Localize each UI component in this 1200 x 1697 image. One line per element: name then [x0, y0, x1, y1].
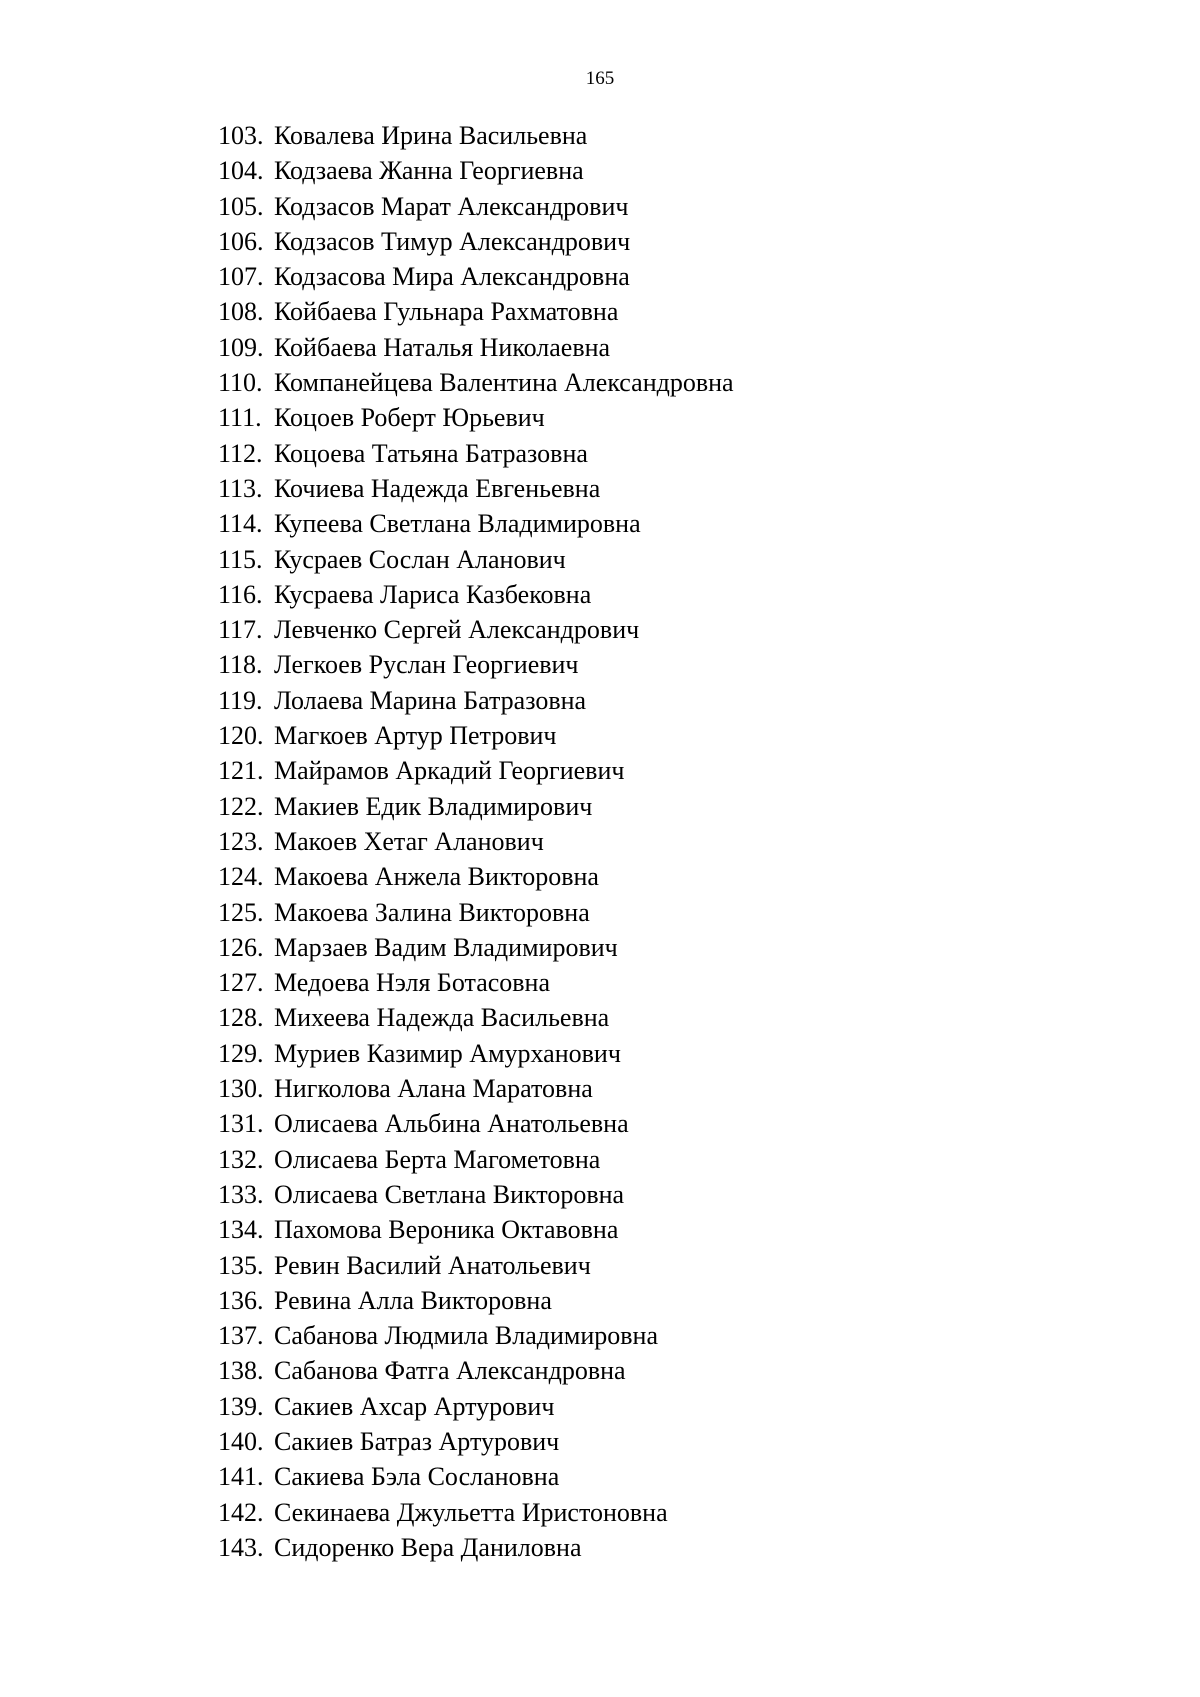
list-item-name: Кусраев Сослан Аланович [274, 544, 566, 574]
list-item [218, 1495, 734, 1530]
list-item [218, 330, 734, 365]
list-item-name: Макоева Залина Викторовна [274, 897, 590, 927]
list-item [218, 224, 734, 259]
list-item-name: Марзаев Вадим Владимирович [274, 932, 618, 962]
list-item-name: Сакиев Батраз Артурович [274, 1426, 560, 1456]
list-item-name: Коцоев Роберт Юрьевич [274, 403, 545, 433]
list-item-number: 128. [218, 1003, 264, 1033]
list-item-number: 126. [218, 932, 264, 962]
list-item-number: 114. [218, 509, 263, 539]
list-item [218, 1459, 734, 1494]
list-item-number: 111. [218, 403, 262, 433]
list-item-number: 140. [218, 1426, 264, 1456]
list-item-name: Сакиева Бэла Сослановна [274, 1462, 560, 1492]
list-item-name: Олисаева Альбина Анатольевна [274, 1109, 629, 1139]
list-item [218, 930, 734, 965]
list-item [218, 1530, 734, 1565]
list-item [218, 647, 734, 682]
list-item [218, 118, 734, 153]
list-item [218, 1248, 734, 1283]
list-item-name: Ковалева Ирина Васильевна [274, 121, 588, 150]
list-item [218, 1389, 734, 1424]
list-item-name: Сакиев Ахсар Артурович [274, 1391, 555, 1421]
list-item-name: Олисаева Берта Магометовна [274, 1144, 601, 1174]
list-item-number: 124. [218, 862, 264, 892]
list-item-name: Лолаева Марина Батразовна [274, 685, 587, 715]
list-item [218, 294, 734, 329]
list-item [218, 1318, 734, 1353]
list-item [218, 824, 734, 859]
list-item-name: Ревин Василий Анатольевич [274, 1250, 591, 1280]
list-item-name: Левченко Сергей Александрович [274, 615, 640, 645]
list-item [218, 1106, 734, 1141]
list-item-name: Нигколова Алана Маратовна [274, 1074, 593, 1104]
list-item-number: 119. [218, 685, 263, 715]
list-item-number: 108. [218, 297, 264, 327]
list-item [218, 1177, 734, 1212]
list-item-number: 138. [218, 1356, 264, 1386]
list-item [218, 1036, 734, 1071]
list-item-name: Олисаева Светлана Викторовна [274, 1179, 625, 1209]
list-item-number: 116. [218, 579, 263, 609]
list-item-number: 117. [218, 615, 263, 645]
list-item-number: 129. [218, 1038, 264, 1068]
list-item-number: 104. [218, 156, 264, 186]
list-item [218, 1212, 734, 1247]
list-item-name: Михеева Надежда Васильевна [274, 1003, 610, 1033]
list-item [218, 506, 734, 541]
list-item-number: 142. [218, 1497, 264, 1527]
list-item [218, 471, 734, 506]
list-item-number: 131. [218, 1109, 264, 1139]
list-item [218, 1353, 734, 1388]
list-item-name: Койбаева Наталья Николаевна [274, 332, 611, 362]
list-item-name: Секинаева Джульетта Иристоновна [274, 1497, 668, 1527]
list-item [218, 542, 734, 577]
list-item-name: Медоева Нэля Ботасовна [274, 968, 551, 998]
list-item-number: 112. [218, 438, 263, 468]
list-item-number: 127. [218, 968, 264, 998]
list-item-number: 122. [218, 791, 264, 821]
list-item-name: Магкоев Артур Петрович [274, 721, 557, 751]
list-item-name: Кодзасова Мира Александровна [274, 262, 630, 292]
list-item [218, 1142, 734, 1177]
list-item-name: Сабанова Людмила Владимировна [274, 1321, 658, 1351]
list-item [218, 718, 734, 753]
list-item-number: 133. [218, 1179, 264, 1209]
list-item-number: 134. [218, 1215, 264, 1245]
list-item-name: Майрамов Аркадий Георгиевич [274, 756, 625, 786]
list-item [218, 365, 734, 400]
list-item [218, 400, 734, 435]
name-list [218, 118, 734, 1565]
list-item-number: 118. [218, 650, 263, 680]
page-number: 165 [585, 68, 615, 89]
list-item [218, 965, 734, 1000]
list-item-number: 135. [218, 1250, 264, 1280]
list-item-name: Кусраева Лариса Казбековна [274, 579, 592, 609]
list-item-name: Ревина Алла Викторовна [274, 1285, 552, 1315]
list-item-number: 105. [218, 191, 264, 221]
list-item-number: 137. [218, 1321, 264, 1351]
list-item-name: Сабанова Фатга Александровна [274, 1356, 626, 1386]
list-item-name: Муриев Казимир Амурханович [274, 1038, 621, 1068]
list-item-name: Макоева Анжела Викторовна [274, 862, 599, 892]
list-item [218, 789, 734, 824]
list-item [218, 259, 734, 294]
list-item [218, 612, 734, 647]
list-item [218, 753, 734, 788]
list-item [218, 577, 734, 612]
list-item [218, 1283, 734, 1318]
list-item-number: 143. [218, 1532, 264, 1562]
list-item-number: 115. [218, 544, 263, 574]
list-item-name: Купеева Светлана Владимировна [274, 509, 641, 539]
list-item [218, 1071, 734, 1106]
list-item-number: 120. [218, 721, 264, 751]
list-item [218, 1000, 734, 1035]
list-item [218, 683, 734, 718]
list-item-name: Кочиева Надежда Евгеньевна [274, 473, 601, 503]
list-item-number: 132. [218, 1144, 264, 1174]
list-item-name: Койбаева Гульнара Рахматовна [274, 297, 619, 327]
list-item-name: Пахомова Вероника Октавовна [274, 1215, 619, 1245]
list-item-number: 106. [218, 226, 264, 256]
list-item-number: 130. [218, 1074, 264, 1104]
list-item-number: 113. [218, 473, 263, 503]
list-item-number: 141. [218, 1462, 264, 1492]
list-item-name: Кодзаева Жанна Георгиевна [274, 156, 584, 186]
list-item [218, 859, 734, 894]
list-item-name: Легкоев Руслан Георгиевич [274, 650, 579, 680]
list-item-name: Сидоренко Вера Даниловна [274, 1532, 582, 1562]
list-item [218, 189, 734, 224]
list-item-number: 125. [218, 897, 264, 927]
list-item-name: Кодзасов Марат Александрович [274, 191, 629, 221]
list-item-number: 121. [218, 756, 264, 786]
list-item-number: 139. [218, 1391, 264, 1421]
list-item-number: 136. [218, 1285, 264, 1315]
list-item [218, 153, 734, 188]
list-item [218, 895, 734, 930]
list-item-name: Макиев Едик Владимирович [274, 791, 593, 821]
list-item-number: 110. [218, 368, 263, 398]
list-item-number: 109. [218, 332, 264, 362]
list-item-number: 107. [218, 262, 264, 292]
list-item-name: Коцоева Татьяна Батразовна [274, 438, 588, 468]
list-item [218, 436, 734, 471]
list-item [218, 1424, 734, 1459]
list-item-name: Кодзасов Тимур Александрович [274, 226, 631, 256]
list-item-name: Макоев Хетаг Аланович [274, 826, 544, 856]
list-item-name: Компанейцева Валентина Александровна [274, 368, 734, 398]
list-item-number: 123. [218, 826, 264, 856]
list-item-number: 103. [218, 121, 264, 150]
